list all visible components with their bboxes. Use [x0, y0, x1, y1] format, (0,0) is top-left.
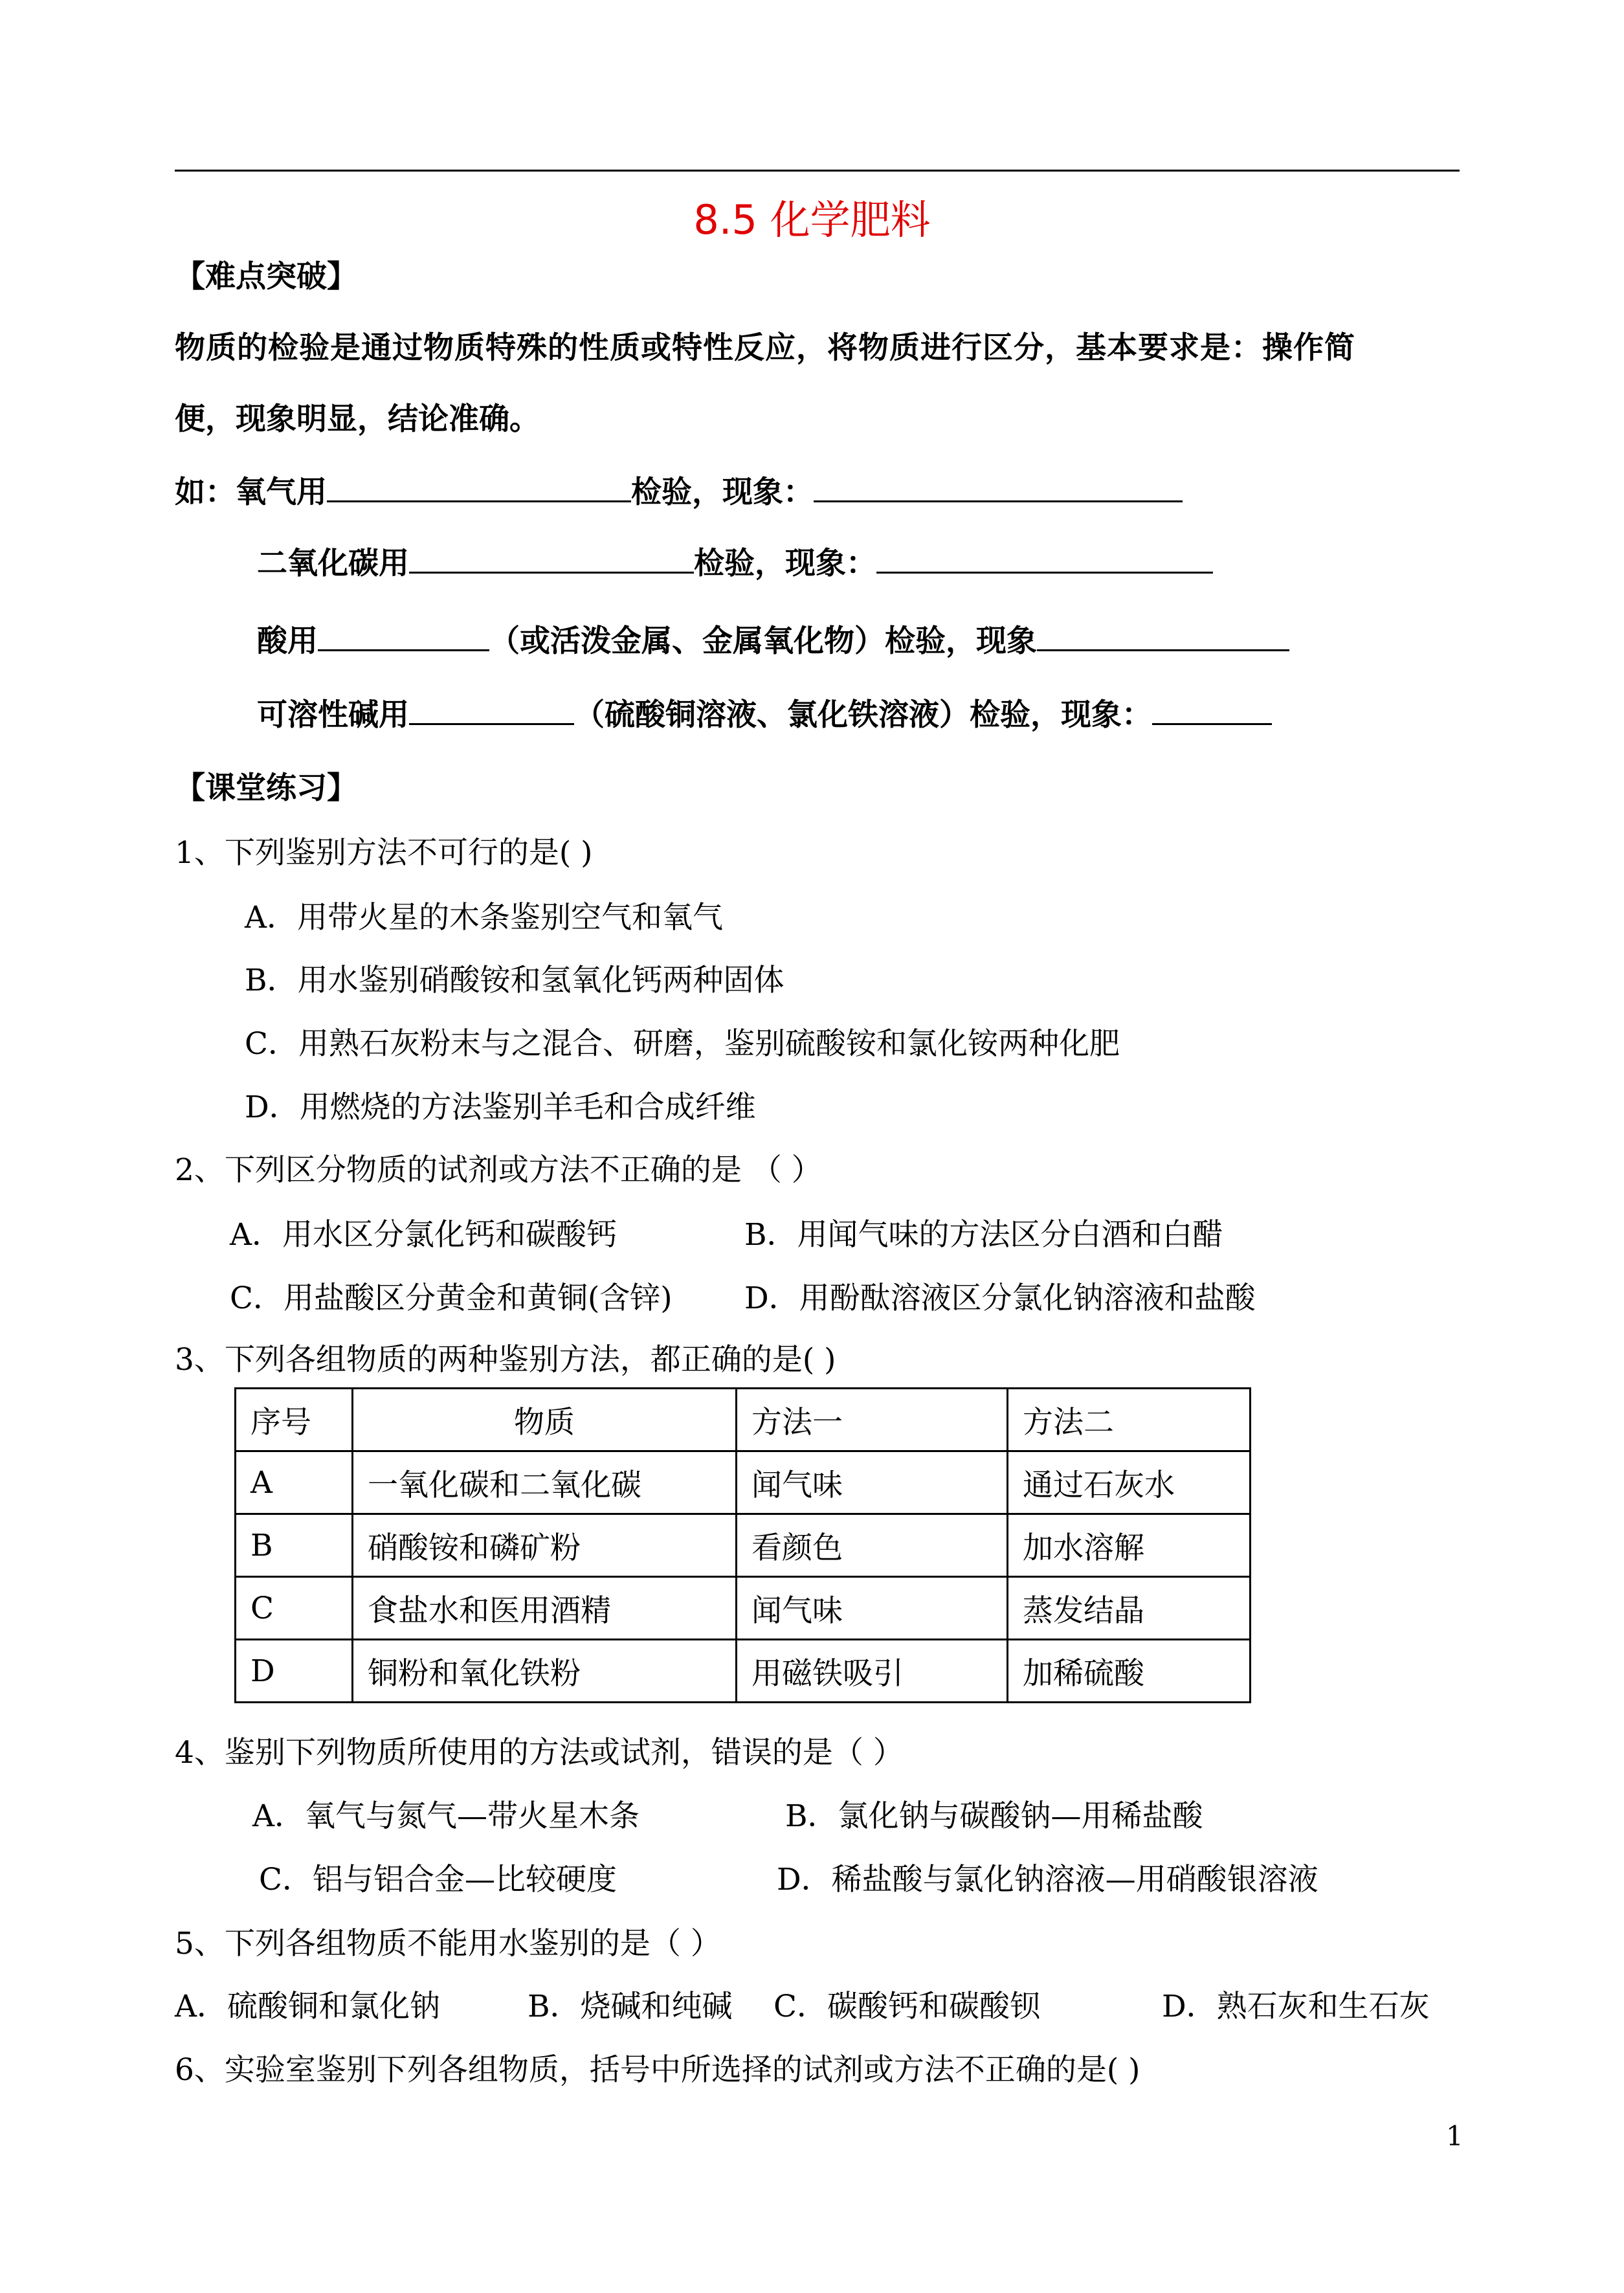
table-cell: 用磁铁吸引 [737, 1640, 1008, 1703]
q4-option-c: C．铝与铝合金—比较硬度 [259, 1862, 617, 1897]
fill-acid [257, 623, 1289, 660]
intro-line-2: 便，现象明显，结论准确。 [175, 401, 540, 437]
table-row [236, 1577, 1251, 1640]
table-header-cell: 物质 [353, 1389, 737, 1451]
page-number: 1 [1446, 2120, 1463, 2152]
q4-option-d: D．稀盐酸与氯化钠溶液—用硝酸银溶液 [777, 1862, 1318, 1897]
q4-option-b: B．氯化钠与碳酸钠—用稀盐酸 [785, 1798, 1203, 1834]
page-title: 8.5 化学肥料 [693, 196, 931, 243]
fill-oxygen [175, 475, 1183, 511]
q4-stem: 4、鉴别下列物质所使用的方法或试剂，错误的是（ ） [175, 1735, 904, 1771]
fill-oxygen-mid: 检验，现象： [631, 475, 814, 510]
blank-base-reagent[interactable] [409, 697, 574, 725]
q2-option-c: C．用盐酸区分黄金和黄铜(含锌) [230, 1281, 673, 1316]
intro-line-1: 物质的检验是通过物质特殊的性质或特性反应，将物质进行区分，基本要求是：操作简 [175, 330, 1355, 366]
q2-stem: 2、下列区分物质的试剂或方法不正确的是 （ ） [175, 1152, 822, 1188]
fill-acid-mid: （或活泼金属、金属氧化物）检验，现象 [489, 623, 1037, 659]
table-cell: 加水溶解 [1008, 1514, 1251, 1577]
table-header-cell: 方法一 [737, 1389, 1008, 1451]
table-cell: 看颜色 [737, 1514, 1008, 1577]
q5-option-d: D．熟石灰和生石灰 [1162, 1989, 1430, 2024]
table-cell: 铜粉和氧化铁粉 [353, 1640, 737, 1703]
q2-option-a: A．用水区分氯化钙和碳酸钙 [230, 1217, 617, 1253]
table-cell: 硝酸铵和磷矿粉 [353, 1514, 737, 1577]
q5-option-b: B．烧碱和纯碱 [528, 1989, 733, 2024]
table-cell: 蒸发结晶 [1008, 1577, 1251, 1640]
table-row [236, 1640, 1251, 1703]
q3-stem: 3、下列各组物质的两种鉴别方法，都正确的是( ) [175, 1342, 836, 1378]
q6-stem: 6、实验室鉴别下列各组物质，括号中所选择的试剂或方法不正确的是( ) [175, 2052, 1140, 2088]
table-row [236, 1451, 1251, 1514]
table-cell: B [236, 1514, 353, 1577]
q2-option-b: B．用闻气味的方法区分白酒和白醋 [744, 1217, 1223, 1253]
blank-oxygen-reagent[interactable] [327, 475, 631, 502]
header-rule [175, 170, 1460, 172]
q4-option-a: A．氧气与氮气—带火星木条 [252, 1798, 640, 1834]
section-heading-practice: 【课堂练习】 [175, 770, 357, 806]
table-header-row [236, 1389, 1251, 1451]
q1-option-b: B．用水鉴别硝酸铵和氢氧化钙两种固体 [245, 963, 784, 998]
q3-table [234, 1387, 1251, 1703]
q1-stem: 1、下列鉴别方法不可行的是( ) [175, 835, 593, 871]
table-cell: 一氧化碳和二氧化碳 [353, 1451, 737, 1514]
q5-stem: 5、下列各组物质不能用水鉴别的是（ ） [175, 1926, 721, 1962]
q5-option-c: C．碳酸钙和碳酸钡 [773, 1989, 1040, 2024]
section-heading-difficulty: 【难点突破】 [175, 259, 357, 295]
q5-option-a: A．硫酸铜和氯化钠 [175, 1989, 440, 2024]
fill-oxygen-prefix: 如：氧气用 [175, 475, 327, 510]
fill-co2-prefix: 二氧化碳用 [257, 546, 409, 581]
q1-option-a: A．用带火星的木条鉴别空气和氧气 [245, 900, 723, 935]
blank-co2-reagent[interactable] [409, 546, 694, 574]
fill-base-mid: （硫酸铜溶液、氯化铁溶液）检验，现象： [574, 697, 1152, 733]
table-header-cell: 序号 [236, 1389, 353, 1451]
fill-co2-mid: 检验，现象： [694, 546, 876, 581]
table-cell: 食盐水和医用酒精 [353, 1577, 737, 1640]
table-cell: D [236, 1640, 353, 1703]
blank-base-phenomenon[interactable] [1152, 697, 1272, 725]
q1-option-c: C．用熟石灰粉末与之混合、研磨，鉴别硫酸铵和氯化铵两种化肥 [245, 1026, 1120, 1062]
blank-acid-reagent[interactable] [318, 623, 489, 651]
blank-co2-phenomenon[interactable] [876, 546, 1213, 574]
q2-option-d: D．用酚酞溶液区分氯化钠溶液和盐酸 [744, 1281, 1256, 1316]
table-header-cell: 方法二 [1008, 1389, 1251, 1451]
fill-acid-prefix: 酸用 [257, 623, 318, 659]
table-cell: 通过石灰水 [1008, 1451, 1251, 1514]
table-cell: C [236, 1577, 353, 1640]
fill-base-prefix: 可溶性碱用 [257, 697, 409, 733]
table-row [236, 1514, 1251, 1577]
table-cell: 闻气味 [737, 1577, 1008, 1640]
blank-oxygen-phenomenon[interactable] [814, 475, 1183, 502]
table-cell: 加稀硫酸 [1008, 1640, 1251, 1703]
blank-acid-phenomenon[interactable] [1037, 623, 1289, 651]
fill-base [257, 697, 1272, 733]
q1-option-d: D．用燃烧的方法鉴别羊毛和合成纤维 [245, 1090, 756, 1125]
fill-co2 [257, 546, 1213, 582]
table-cell: 闻气味 [737, 1451, 1008, 1514]
table-cell: A [236, 1451, 353, 1514]
